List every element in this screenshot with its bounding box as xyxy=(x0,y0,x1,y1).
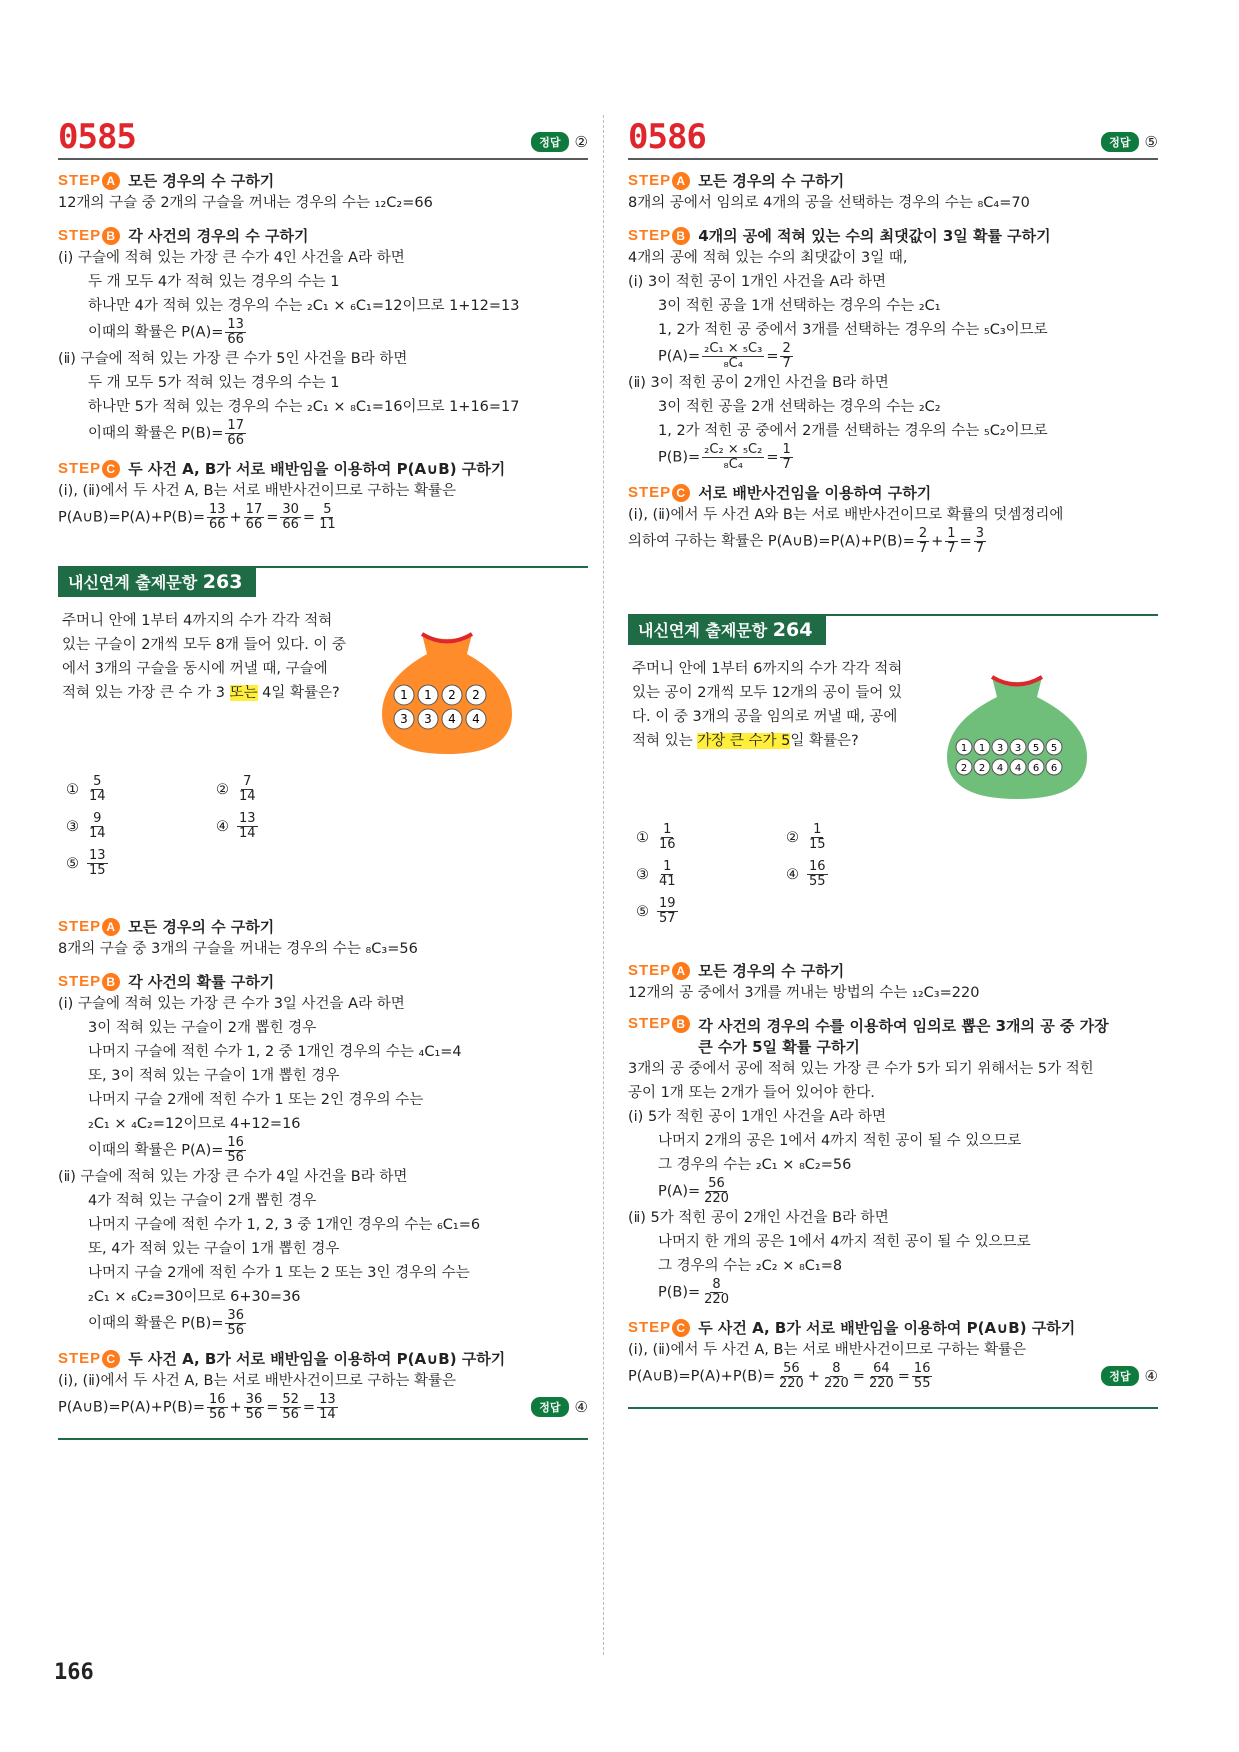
svg-text:1: 1 xyxy=(960,743,968,754)
choice-3[interactable]: ③ $\frac{1}{41}$ xyxy=(636,859,676,889)
svg-text:5: 5 xyxy=(1050,743,1058,754)
svg-text:1: 1 xyxy=(978,743,986,754)
svg-text:2: 2 xyxy=(448,688,456,702)
step-c-2: STEP C 두 사건 A, B가 서로 배반임을 이용하여 P(A∪B) 구하기 xyxy=(628,1318,1076,1337)
step-a: STEP A 모든 경우의 수 구하기 xyxy=(58,171,275,190)
step-b-2: STEP B 각 사건의 확률 구하기 xyxy=(58,972,275,991)
svg-text:6: 6 xyxy=(1032,763,1040,774)
choice-2[interactable]: ② $\frac{7}{14}$ xyxy=(216,774,256,804)
step-b-2: STEP B 각 사건의 경우의 수를 이용하여 임의로 뽑은 3개의 공 중 가장 큰 수가 5일 확률 구하기 xyxy=(628,1015,1109,1056)
svg-text:3: 3 xyxy=(424,712,432,726)
choice-1[interactable]: ① $\frac{5}{14}$ xyxy=(66,774,106,804)
choice-1[interactable]: ① $\frac{1}{16}$ xyxy=(636,822,676,852)
answer-value: ② xyxy=(574,133,588,151)
svg-text:2: 2 xyxy=(978,763,986,774)
related-banner: 내신연계 출제문항 263 xyxy=(58,566,256,597)
svg-text:3: 3 xyxy=(996,743,1004,754)
svg-text:4: 4 xyxy=(448,712,456,726)
choice-2[interactable]: ② $\frac{1}{15}$ xyxy=(786,822,826,852)
step-a-2: STEP A 모든 경우의 수 구하기 xyxy=(628,961,845,980)
related-problem-264 xyxy=(628,614,1158,926)
svg-text:1: 1 xyxy=(400,688,408,702)
left-column: 0585 정답 ② STEP A 모든 경우의 수 구하기 12개의 구슬 중 2개의 구슬을 꺼내는 경우의 수는 ₁₂C₂=66 STEP B 각 사건의 경우의 수 구하기 (ⅰ) 구슬에 적혀 있는 가장 큰 수가 4인 사건을 A라 하면 두 개 모두 4가 적혀 있는 경우의 수는 1 하나만 4가 적혀 있는 경우의 수는 ₂C₁ × ₆C₁=12이므로 1+12=13 이때의 확률은 P(A)= $\frac{13}{66}$ (ⅱ) 구슬에 적혀 있는 가장 큰 수가 5인 사건을 B라 하면 두 개 모두 5가 적혀 있는 경우의 수는 1 하나만 5가 적혀 있는 경우의 수는 ₂C₁ × ₈C₁=16이므로 1+16=17 이때의 확률은 P(B)= $\frac{17}{66}$ STEP C 두 사건 A, B가 서로 배반임을 이용하여 P(A∪B) 구하기 (ⅰ), (ⅱ)에서 두 사건 A, B는 서로 배반사건이므로 구하는 확률은 P(A∪B)=P(A)+P(B)= $\frac{13}{66}$ + $\frac{17}{66}$ = $\frac{30}{66}$ = $\frac{5}{11}$ 내신연계 출제문항 263 주머니 안에 1부터 4까지의 수가 각각 적혀 있는 구슬이 2개씩 모두 8개 들어 있다. 이 중 에서 3개의 구슬을 동시에 꺼낼 때, 구슬에 적혀 있는 가장 큰 수 가 3 또는 4일 확률은? 1 1 2 2 3 3 4 4 ① $\frac{5}{14}$ ② $\frac{7}{14}$ ③ $\frac{9}{14}$ ④ $\frac{13}{14}$ ⑤ $\frac{13}{15}$ STEP A 모든 경우의 수 구하기 8개의 구슬 중 3개의 구슬을 꺼내는 경우의 수는 ₈C₃=56 STEP B 각 사건의 확률 구하기 (ⅰ) 구슬에 적혀 있는 가장 큰 수가 3일 사건을 A라 하면 3이 적혀 있는 구슬이 2개 뽑힌 경우 나머지 구슬에 적힌 수가 1, 2 중 1개인 경우의 수는 ₄C₁=4 또, 3이 적혀 있는 구슬이 1개 뽑힌 경우 나머지 구슬 2개에 적힌 수가 1 또는 2인 경우의 수는 ₂C₁ × ₄C₂=12이므로 4+12=16 이때의 확률은 P(A)= $\frac{16}{56}$ (ⅱ) 구슬에 적혀 있는 가장 큰 수가 4일 사건을 B라 하면 4가 적혀 있는 구슬이 2개 뽑힌 경우 나머지 구슬에 적힌 수가 1, 2, 3 중 1개인 경우의 수는 ₆C₁=6 또, 4가 적혀 있는 구슬이 1개 뽑힌 경우 나머지 구슬 2개에 적힌 수가 1 또는 2 또는 3인 경우의 수는 ₂C₁ × ₆C₂=30이므로 6+30=36 이때의 확률은 P(B)= $\frac{36}{56}$ STEP C 두 사건 A, B가 서로 배반임을 이용하여 P(A∪B) 구하기 (ⅰ), (ⅱ)에서 두 사건 A, B는 서로 배반사건이므로 구하는 확률은 P(A∪B)=P(A)+P(B)= $\frac{16}{56}$ + $\frac{36}{56}$ = $\frac{52}{56}$ = $\frac{13}{14}$ 정답 ④ xyxy=(58,110,588,1440)
choice-5[interactable]: ⑤ $\frac{19}{57}$ xyxy=(636,896,676,926)
step-a-text: 12개의 구슬 중 2개의 구슬을 꺼내는 경우의 수는 ₁₂C₂=66 xyxy=(58,195,433,211)
problem-number: 0586 xyxy=(628,117,706,157)
svg-text:1: 1 xyxy=(424,688,432,702)
related-banner: 내신연계 출제문항 264 xyxy=(628,614,826,645)
choice-5[interactable]: ⑤ $\frac{13}{15}$ xyxy=(66,848,106,878)
step-c: STEP C 두 사건 A, B가 서로 배반임을 이용하여 P(A∪B) 구하기 xyxy=(58,459,506,478)
svg-text:2: 2 xyxy=(960,763,968,774)
svg-text:2: 2 xyxy=(472,688,480,702)
choice-list xyxy=(66,775,588,878)
choice-4[interactable]: ④ $\frac{16}{55}$ xyxy=(786,859,826,889)
svg-text:4: 4 xyxy=(1014,763,1022,774)
choice-4[interactable]: ④ $\frac{13}{14}$ xyxy=(216,811,256,841)
related-problem-263 xyxy=(58,566,588,878)
answer-box xyxy=(531,132,588,152)
svg-text:3: 3 xyxy=(400,712,408,726)
svg-text:3: 3 xyxy=(1014,743,1022,754)
related-question: 주머니 안에 1부터 6까지의 수가 각각 적혀 있는 공이 2개씩 모두 12개의 공이 들어 있 다. 이 중 3개의 공을 임의로 꺼낼 때, 공에 적혀 있는 가장 큰 수가 5일 확률은? xyxy=(632,661,903,749)
problem-number: 0585 xyxy=(58,117,136,157)
step-c-2: STEP C 두 사건 A, B가 서로 배반임을 이용하여 P(A∪B) 구하기 xyxy=(58,1349,506,1368)
step-b: STEP B 각 사건의 경우의 수 구하기 xyxy=(58,226,309,245)
related-question: 주머니 안에 1부터 4까지의 수가 각각 적혀 있는 구슬이 2개씩 모두 8개 들어 있다. 이 중 에서 3개의 구슬을 동시에 꺼낼 때, 구슬에 적혀 있는 가장 큰 수 가 3 또는 4일 확률은? xyxy=(62,613,347,701)
step-a: STEP A 모든 경우의 수 구하기 xyxy=(628,171,845,190)
choice-3[interactable]: ③ $\frac{9}{14}$ xyxy=(66,811,106,841)
svg-text:5: 5 xyxy=(1032,743,1040,754)
prob-line: 이때의 확률은 P(B)= $\frac{17}{66}$ xyxy=(88,418,244,448)
answer-badge: 정답 xyxy=(531,132,568,152)
green-bag-icon xyxy=(932,657,1102,807)
column-divider xyxy=(603,115,604,1655)
svg-text:6: 6 xyxy=(1050,763,1058,774)
problem-header xyxy=(58,110,588,160)
step-c: STEP C 서로 배반사건임을 이용하여 구하기 xyxy=(628,483,932,502)
orange-bag-icon xyxy=(362,609,532,759)
problem-header xyxy=(628,110,1158,160)
svg-text:4: 4 xyxy=(472,712,480,726)
answer-box: 정답 ⑤ xyxy=(1101,132,1158,152)
page-number: 166 xyxy=(54,1660,94,1685)
svg-text:4: 4 xyxy=(996,763,1004,774)
choice-list xyxy=(636,823,1158,926)
step-b: STEP B 4개의 공에 적혀 있는 수의 최댓값이 3일 확률 구하기 xyxy=(628,226,1051,245)
step-a-2: STEP A 모든 경우의 수 구하기 xyxy=(58,917,275,936)
right-column: 0586 정답 ⑤ STEP A 모든 경우의 수 구하기 8개의 공에서 임의로 4개의 공을 선택하는 경우의 수는 ₈C₄=70 STEP B 4개의 공에 적혀 있는 수의 최댓값이 3일 확률 구하기 4개의 공에 적혀 있는 수의 최댓값이 3일 때, (ⅰ) 3이 적힌 공이 1개인 사건을 A라 하면 3이 적힌 공을 1개 선택하는 경우의 수는 ₂C₁ 1, 2가 적힌 공 중에서 3개를 선택하는 경우의 수는 ₅C₃이므로 P(A)= $\frac{\text{₂C₁ × ₅C₃}}{\text{₈C₄}}$ = $\frac{2}{7}$ (ⅱ) 3이 적힌 공이 2개인 사건을 B라 하면 3이 적힌 공을 2개 선택하는 경우의 수는 ₂C₂ 1, 2가 적힌 공 중에서 2개를 선택하는 경우의 수는 ₅C₂이므로 P(B)= $\frac{\text{₂C₂ × ₅C₂}}{\text{₈C₄}}$ = $\frac{1}{7}$ STEP C 서로 배반사건임을 이용하여 구하기 (ⅰ), (ⅱ)에서 두 사건 A와 B는 서로 배반사건이므로 확률의 덧셈정리에 의하여 구하는 확률은 P(A∪B)=P(A)+P(B)= $\frac{2}{7}$ + $\frac{1}{7}$ = $\frac{3}{7}$ 내신연계 출제문항 264 주머니 안에 1부터 6까지의 수가 각각 적혀 있는 공이 2개씩 모두 12개의 공이 들어 있 다. 이 중 3개의 공을 임의로 꺼낼 때, 공에 적혀 있는 가장 큰 수가 5일 확률은? 1 1 3 3 5 5 2 2 4 4 6 6 ① $\frac{1}{16}$ ② $\frac{1}{15}$ ③ $\frac{1}{41}$ ④ $\frac{16}{55}$ ⑤ $\frac{19}{57}$ STEP A 모든 경우의 수 구하기 12개의 공 중에서 3개를 꺼내는 방법의 수는 ₁₂C₃=220 STEP B 각 사건의 경우의 수를 이용하여 임의로 뽑은 3개의 공 중 가장 큰 수가 5일 확률 구하기 3개의 공 중에서 공에 적혀 있는 가장 큰 수가 5가 되기 위해서는 5가 적힌 공이 1개 또는 2개가 들어 있어야 한다. (ⅰ) 5가 적힌 공이 1개인 사건을 A라 하면 나머지 2개의 공은 1에서 4까지 적힌 공이 될 수 있으므로 그 경우의 수는 ₂C₁ × ₈C₂=56 P(A)= $\frac{56}{220}$ (ⅱ) 5가 적힌 공이 2개인 사건을 B라 하면 나머지 한 개의 공은 1에서 4까지 적힌 공이 될 수 있으므로 그 경우의 수는 ₂C₂ × ₈C₁=8 P(B)= $\frac{8}{220}$ STEP C 두 사건 A, B가 서로 배반임을 이용하여 P(A∪B) 구하기 (ⅰ), (ⅱ)에서 두 사건 A, B는 서로 배반사건이므로 구하는 확률은 P(A∪B)=P(A)+P(B)= $\frac{56}{220}$ + $\frac{8}{220}$ = $\frac{64}{220}$ = $\frac{16}{55}$ 정답 ④ xyxy=(628,110,1158,1409)
formula-line: P(A∪B)=P(A)+P(B)= $\frac{13}{66}$ + $\frac{17}{66}$ = $\frac{30}{66}$ = $\frac{5}{11}$ xyxy=(58,502,336,532)
prob-line: 이때의 확률은 P(A)= $\frac{13}{66}$ xyxy=(88,317,244,347)
